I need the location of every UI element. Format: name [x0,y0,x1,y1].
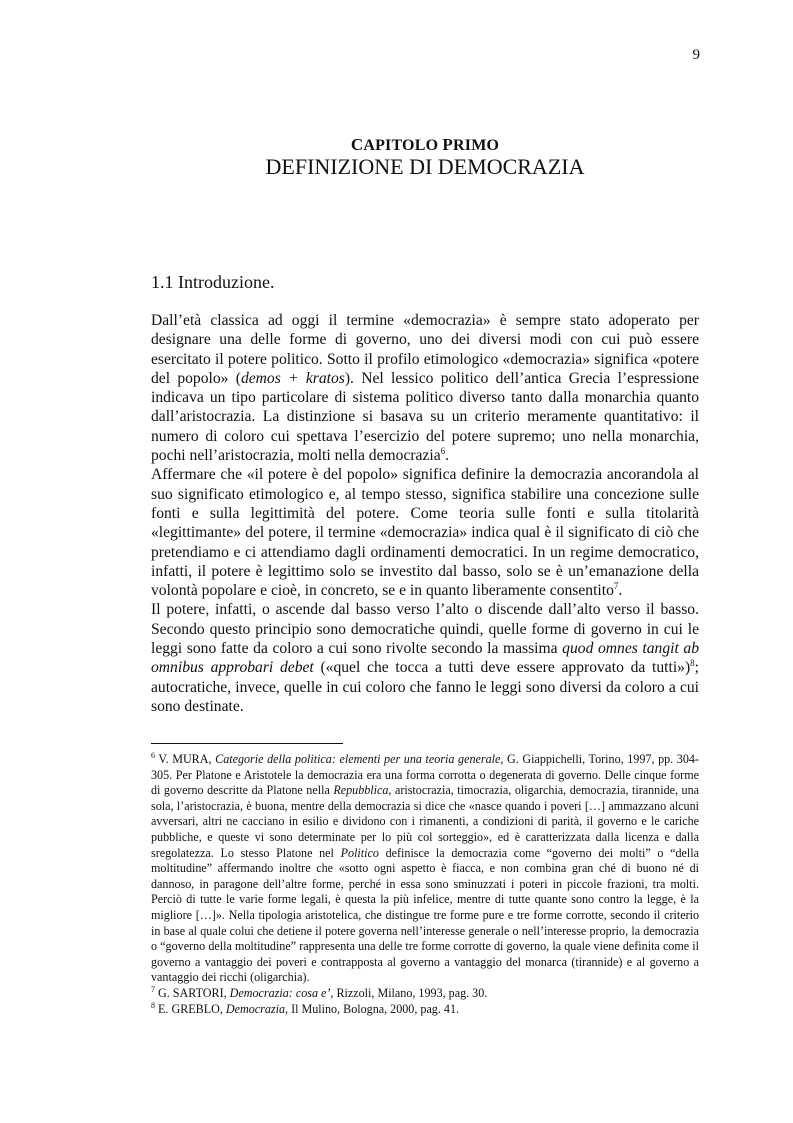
p2-text-a: Affermare che «il potere è del popolo» significa definire la democrazia ancorandola al suo significato etimologico e, al tempo stesso, significa stabilire una concezione sulle fonti e sulla legittimità del potere. Come teoria sulle fonti e sulla titolarità «legittimante» del potere, il termine «democrazia» indica qual è il significato di ciò che pretendiamo e ci attendiamo dagli ordinamenti democratici. In un regime democratico, infatti, il potere è legittimo solo se investito dal basso, solo se è un’emanazione della volontà popolare e cioè, in concreto, se e in quanto liberamente consentito [151,466,699,600]
footnote-ref-8[interactable]: 8 [690,658,695,669]
footnote-separator [151,743,343,744]
f6-text-a: V. MURA, [155,752,216,766]
footnotes [151,752,699,1017]
p3-text-c: ; autocratiche, invece, quelle in cui coloro che fanno le leggi sono diversi da coloro a cui sono destinate. [151,659,699,715]
chapter-label-rest2: RIMO [453,137,500,154]
f8-text-b: , Il Mulino, Bologna, 2000, pag. 41. [285,1001,460,1016]
footnote-ref-7[interactable]: 7 [613,580,619,591]
f6-italic-3: Politico [340,845,379,860]
f6-text-b: , G. Giappichelli, Torino, 1997, pp. 304-305. Per Platone e Aristotele la democrazia era una forma corrotta o degenerata di governo. Delle cinque forme di governo descritte da Platone nella [151,752,699,798]
chapter-label-rest1: APITOLO [363,137,443,154]
page-number: 9 [692,47,700,63]
footnote-8 [151,1002,699,1018]
footnote-7-number: 7 [151,984,155,994]
footnote-7 [151,986,699,1002]
footnote-8-number: 8 [151,1000,155,1010]
chapter-label-cap2: P [442,135,454,154]
footnote-6-number: 6 [151,750,155,760]
chapter-title: DEFINIZIONE DI DEMOCRAZIA [265,154,585,179]
chapter-label-cap1: C [350,135,364,154]
f7-text-a: G. SARTORI, [155,985,230,1000]
f8-text-a: E. GREBLO, [155,1001,226,1016]
f6-italic-2: Repubblica [333,783,389,798]
paragraph-2 [151,465,699,600]
f8-italic-1: Democrazia [225,1001,286,1016]
p3-italic: quod omnes tangit ab omnibus approbari debet [151,640,699,677]
paragraph-3 [151,600,699,716]
body-text [151,311,699,716]
f6-text-d: definisce la democrazia come “governo dei molti” o “della moltitudine” affermando inoltre che «sotto ogni aspetto è fiacca, e non combina gran ché di buono né di dannoso, in paragone dell’altre forme, perché in essa sono sminuzzati i poteri in piccole frazioni, tra molti. Perciò di tutte le varie forme legali, è questa la più infelice, mentre di tutte quante sono contro la legge, è la migliore […]». Nella tipologia aristotelica, che distingue tre forme pure e tre forme corrotte, secondo il criterio in base al quale colui che detiene il potere governa nell’interesse generale o nell’interesse proprio, la democrazia o “governo della moltitudine” rappresenta una delle tre forme corrotte di governo, la quale viene definita come il governo a vantaggio dei poveri e contrapposta al governo a vantaggio del monarca (tirannide) e al governo a vantaggio dei ricchi (oligarchia). [151,845,699,985]
chapter-label [0,135,793,155]
p3-text-a: Il potere, infatti, o ascende dal basso verso l’alto o discende dall’alto verso il basso. Secondo questo principio sono democratiche quindi, quelle forme di governo in cui le leggi sono fatte da coloro a cui sono rivolte secondo la massima [151,601,699,658]
footnote-ref-6[interactable]: 6 [440,445,446,456]
p1-text-b: ). Nel lessico politico dell’antica Grecia l’espressione indicava un tipo particolare di sistema politico diverso tanto dalla monarchia quanto dall’aristocrazia. La distinzione si basava su un criterio meramente quantitativo: il numero di coloro cui spettava l’esercizio del potere supremo; uno nella monarchia, pochi nell’aristocrazia, molti nella democrazia [151,369,700,465]
p2-text-b: . [618,582,623,600]
p1-text-c: . [445,447,450,465]
f7-italic-1: Democrazia: cosa e’ [229,985,331,1000]
p1-text-a: Dall’età classica ad oggi il termine «democrazia» è sempre stato adoperato per designare una delle forme di governo, uno dei diversi modi con cui può essere esercitato il potere politico. Sotto il profilo etimologico «democrazia» significa «potere del popolo» ( [151,312,699,387]
p3-text-b: («quel che tocca a tutti deve essere approvato da tutti») [313,659,691,677]
f6-italic-1: Categorie della politica: elementi per una teoria generale [215,752,501,766]
footnote-6 [151,752,699,986]
paragraph-1 [151,311,699,465]
section-heading: 1.1 Introduzione. [151,272,275,292]
p1-italic: demos + kratos [240,369,345,387]
f7-text-b: , Rizzoli, Milano, 1993, pag. 30. [330,985,488,1000]
f6-text-c: , aristocrazia, timocrazia, oligarchia, democrazia, tirannide, una sola, l’aristocrazia, è buona, mentre della democrazia si dice che «nasce quando i poveri […] ammazzano alcuni avversari, altri ne cacciano in esilio e dividono con i rimanenti, a condizioni di parità, il governo e le cariche pubbliche, e queste vi sono determinate per lo più col sorteggio», ed è caratterizzata dalla licenza e dalla sregolatezza. Lo stesso Platone nel [151,783,699,860]
